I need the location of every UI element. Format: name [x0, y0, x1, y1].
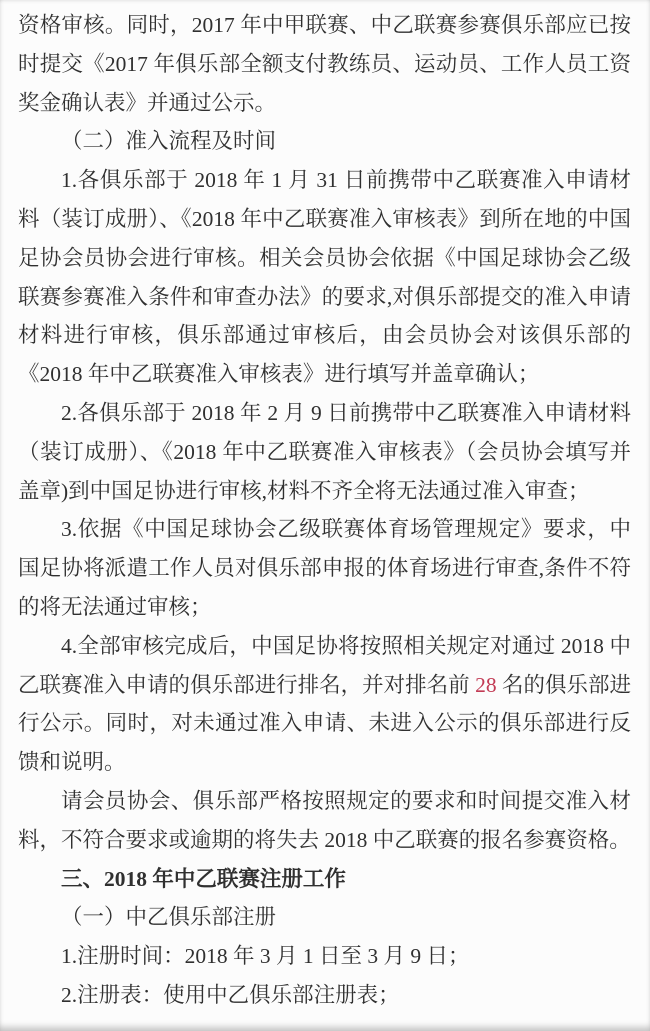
paragraph-registration-time: 1.注册时间：2018 年 3 月 1 日至 3 月 9 日； — [61, 944, 470, 969]
paragraph-admission-step-1: 1.各俱乐部于 2018 年 1 月 31 日前携带中乙联赛准入申请材料（装订成册）、《2018 年中乙联赛准入审核表》到所在地的中国足协会员协会进行审核。相关会员协会依据《中国足球协会乙级联赛参赛准入条件和审查办法》的要求,对俱乐部提交的准入申请材料进行审核，俱乐部通过审核后，由会员协会对该俱乐部的《2018 年中乙联赛准入审核表》进行填写并盖章确认； — [18, 168, 631, 387]
step-4-text-before: 4.全部审核完成后，中国足协将按照相关规定对通过 2018 中乙联赛准入申请的俱乐部进行排名，并对排名前 — [18, 633, 631, 697]
paragraph-admission-step-4 — [18, 627, 631, 782]
paragraph-submission-notice: 请会员协会、俱乐部严格按照规定的要求和时间提交准入材料，不符合要求或逾期的将失去 2018 中乙联赛的报名参赛资格。 — [18, 788, 631, 852]
top-28-highlight-number: 28 — [475, 672, 497, 697]
paragraph-registration-form: 2.注册表：使用中乙俱乐部注册表； — [61, 982, 400, 1007]
paragraph-admission-step-2: 2.各俱乐部于 2018 年 2 月 9 日前携带中乙联赛准入申请材料（装订成册）、《2018 年中乙联赛准入审核表》（会员协会填写并盖章)到中国足协进行审核,材料不齐全将无法通过准入审查； — [18, 400, 631, 503]
step-4-text-after: 名的俱乐部进行公示。同时，对未通过准入申请、未进入公示的俱乐部进行反馈和说明。 — [18, 672, 631, 775]
section-heading-club-registration: （一）中乙俱乐部注册 — [61, 905, 277, 930]
section-heading-admission-process: （二）准入流程及时间 — [61, 129, 277, 154]
paragraph-qualification-review-continuation: 资格审核。同时，2017 年中甲联赛、中乙联赛参赛俱乐部应已按时提交《2017 年俱乐部全额支付教练员、运动员、工作人员工资奖金确认表》并通过公示。 — [18, 13, 631, 115]
paragraph-admission-step-3: 3.依据《中国足球协会乙级联赛体育场管理规定》要求，中国足协将派遣工作人员对俱乐部申报的体育场进行审查,条件不符的将无法通过审核； — [18, 517, 631, 619]
chapter-heading-registration-work: 三、2018 年中乙联赛注册工作 — [61, 866, 346, 891]
